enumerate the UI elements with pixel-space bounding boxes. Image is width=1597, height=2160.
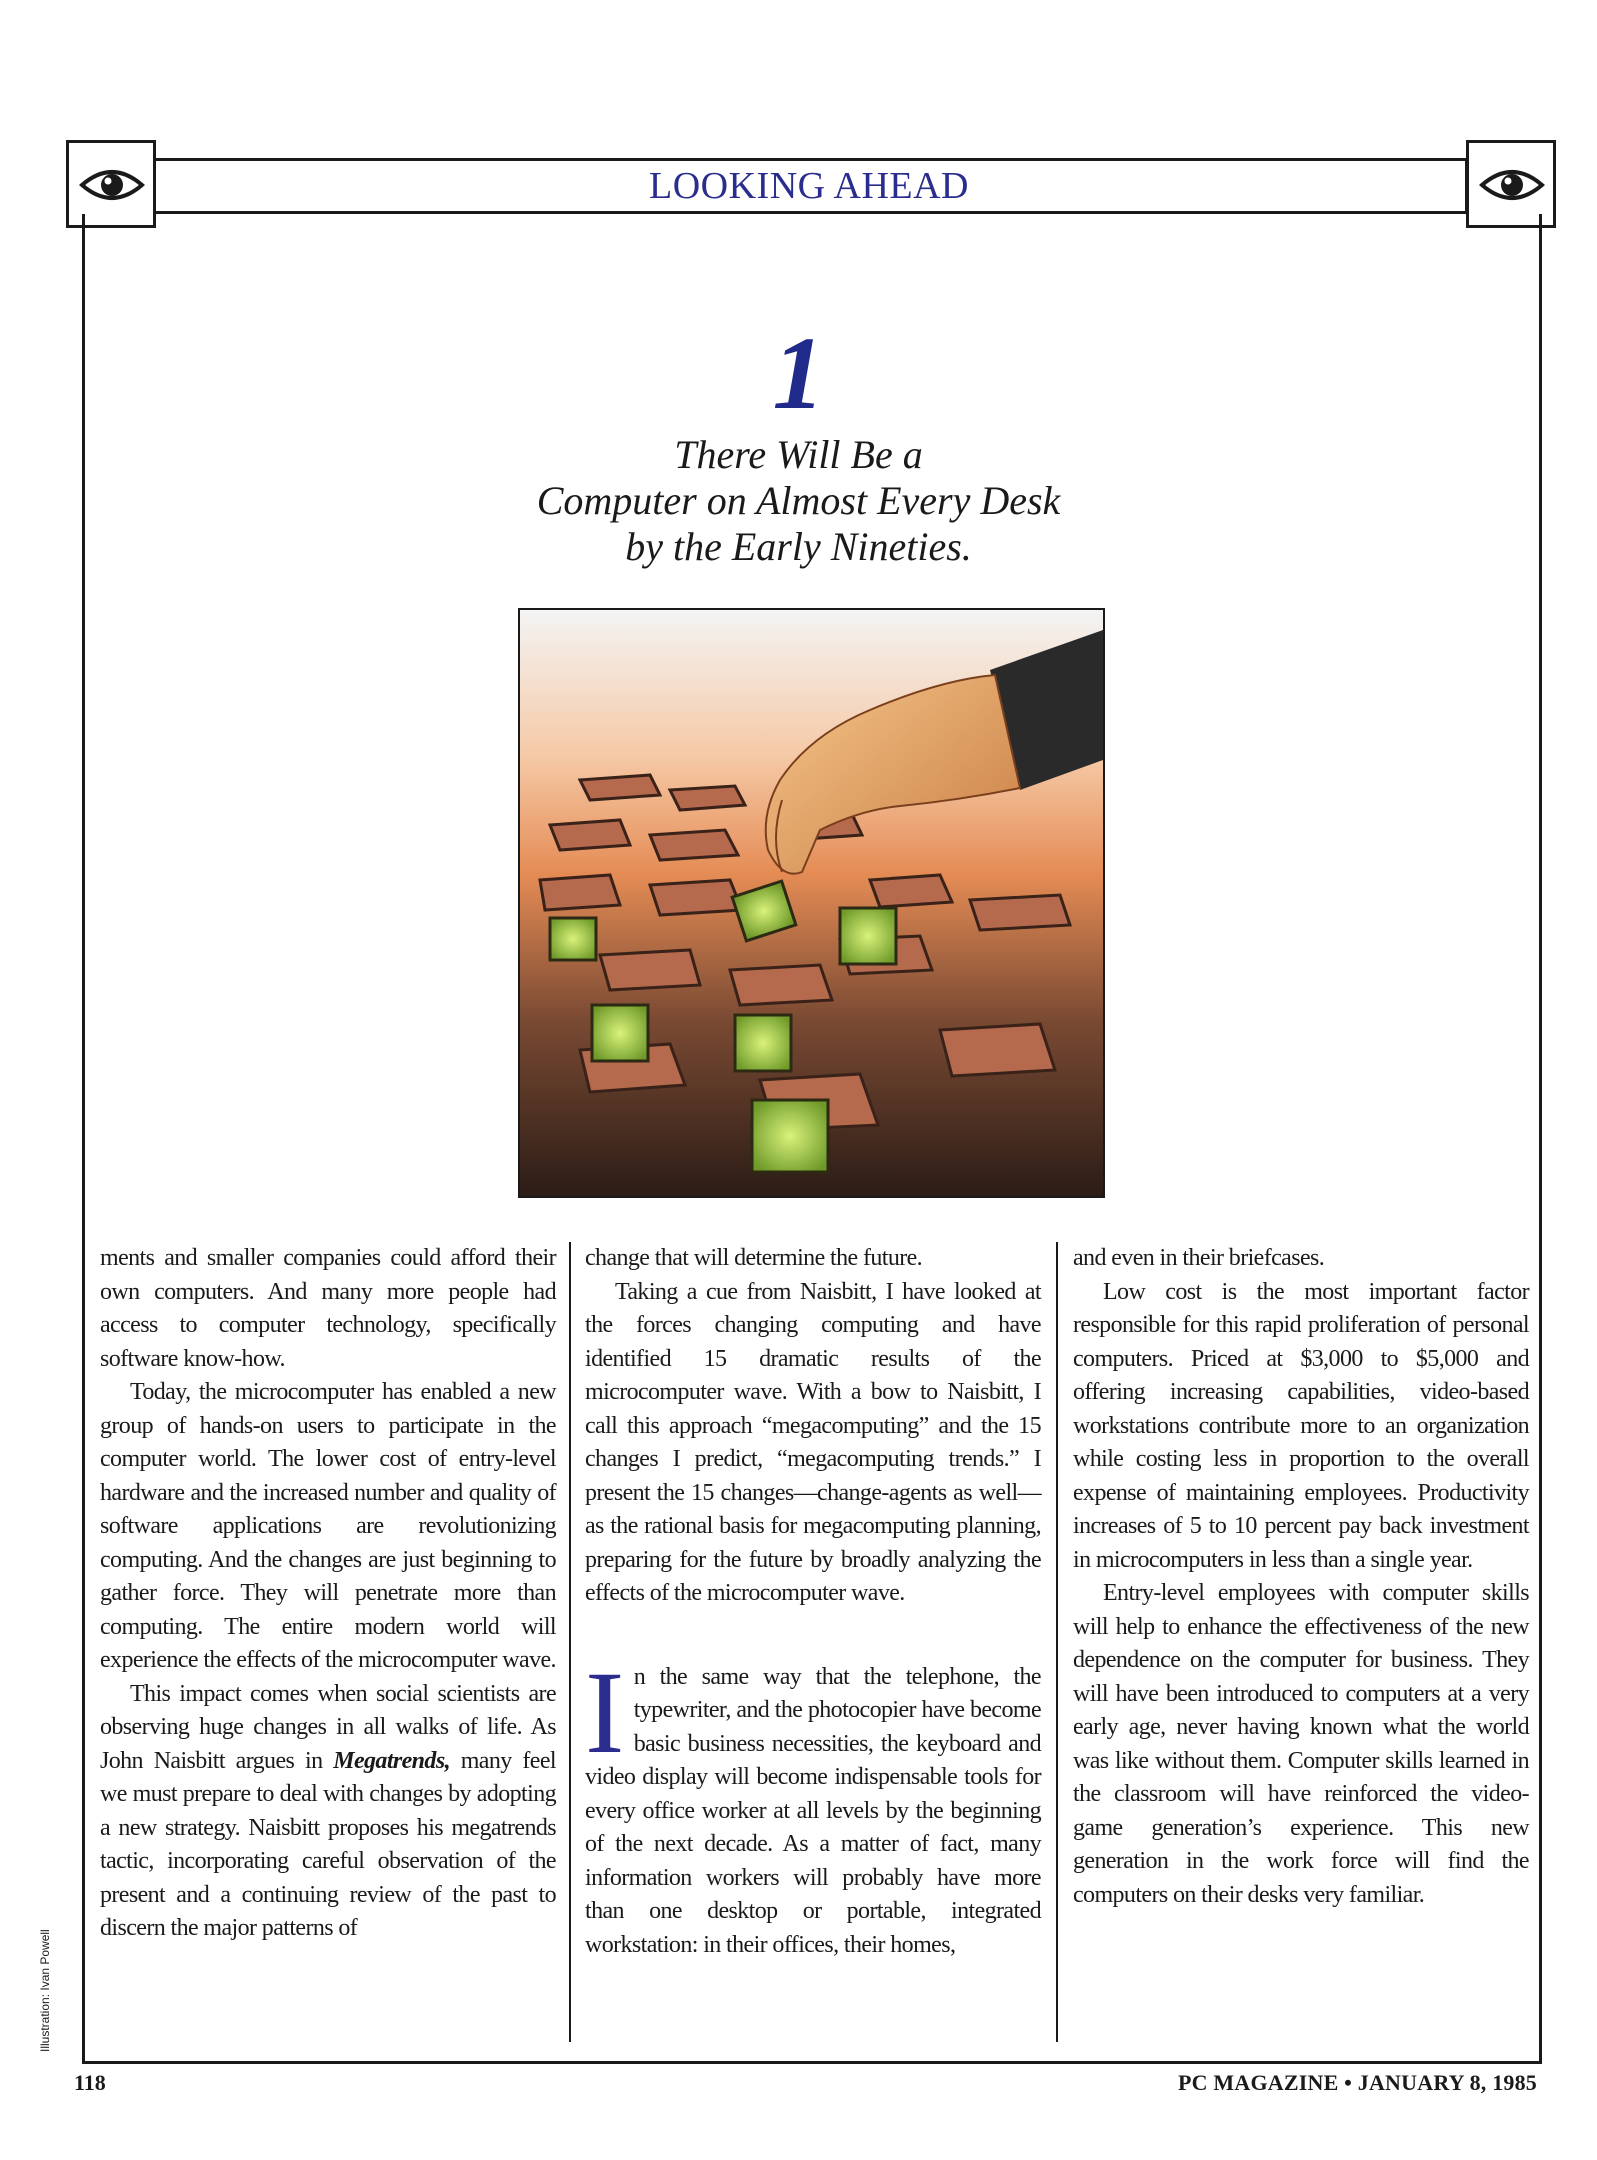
- paragraph: change that will determine the future.: [585, 1245, 923, 1271]
- trend-number: 1: [772, 316, 825, 431]
- paragraph: Today, the microcomputer has enabled a new group of hands-on users to participate in the computer world. The lower cost of entry-level hardware and the increased number and quality of software applications are revolutionizing computing. And the changes are just beginning to gather force. They will penetrate more than computing. The entire modern world will experience the effects of the microcomputer wave.: [100, 1379, 556, 1673]
- hand-placing-computer-illustration: [520, 610, 1103, 1196]
- publication-line: PC MAGAZINE • JANUARY 8, 1985: [1177, 2070, 1537, 2095]
- trend-headline: [0, 432, 1597, 570]
- paragraph: [585, 1646, 1041, 1963]
- paragraph-text: This impact comes when social scientists are observing huge changes in all walks of life. As John Naisbitt argues in: [100, 1680, 556, 1774]
- paragraph: ments and smaller companies could afford their own computers. And many more people had access to computer technology, specifically software know-how.: [100, 1245, 556, 1372]
- paragraph-text: n the same way that the telephone, the typewriter, and the photocopier have become basic business necessities, the keyboard and video display will become indispensable tools for every office worker at all levels by the beginning of the next decade. As a matter of fact, many information workers will probably have more than one desktop or portable, integrated workstation: in their offices, their homes,: [585, 1663, 1041, 1958]
- eye-icon: [79, 163, 145, 207]
- section-title: LOOKING AHEAD: [649, 165, 969, 207]
- paragraph: Taking a cue from Naisbitt, I have looked at the forces changing computing and have identified 15 dramatic results of the microcomputer wave. With a bow to Naisbitt, I call this approach “megacomputing” and the 15 changes I predict, “megacomputing trends.” I present the 15 changes—change-agents as well—as the rational basis for megacomputing planning, preparing for the future by broadly analyzing the effects of the microcomputer wave.: [585, 1278, 1041, 1606]
- book-title: Megatrends,: [333, 1747, 450, 1774]
- headline-line: by the Early Nineties.: [625, 524, 972, 569]
- page-number: 118: [74, 2070, 106, 2095]
- paragraph-text: many feel we must prepare to deal with changes by adopting a new strategy. Naisbitt proposes his megatrends tactic, incorporating careful observation of the present and a continuing review of the past to discern the major patterns of: [100, 1747, 556, 1941]
- column-divider: [569, 1242, 571, 2042]
- paragraph: and even in their briefcases.: [1073, 1245, 1325, 1271]
- illustration-credit: Illustration: Ivan Powell: [38, 1929, 52, 2052]
- eye-icon: [1479, 163, 1545, 207]
- paragraph: [100, 1678, 556, 1946]
- column-divider: [1056, 1242, 1058, 2042]
- article-column-3: [1073, 1242, 1529, 1912]
- article-column-2: [585, 1242, 1041, 1962]
- headline-line: Computer on Almost Every Desk: [536, 478, 1061, 523]
- drop-cap: I: [585, 1646, 624, 1778]
- paragraph: Low cost is the most important factor responsible for this rapid proliferation of personal computers. Priced at $3,000 to $5,000 and offering increasing capabilities, video-based workstations contribute more to an organization while costing less in proportion to the overall expense of maintaining employees. Productivity increases of 5 to 10 percent pay back investment in microcomputers in less than a single year.: [1073, 1278, 1529, 1573]
- paragraph: Entry-level employees with computer skills will help to enhance the effectiveness of the new dependence on the computer for business. They will have been introduced to computers at a very early age, never having known what the world was like without them. Computer skills learned in the classroom will have reinforced the video-game generation’s experience. This new generation in the work force will find the computers on their desks very familiar.: [1073, 1580, 1529, 1908]
- illustration: [518, 608, 1105, 1198]
- article-column-1: [100, 1242, 556, 1946]
- headline-line: There Will Be a: [674, 432, 923, 477]
